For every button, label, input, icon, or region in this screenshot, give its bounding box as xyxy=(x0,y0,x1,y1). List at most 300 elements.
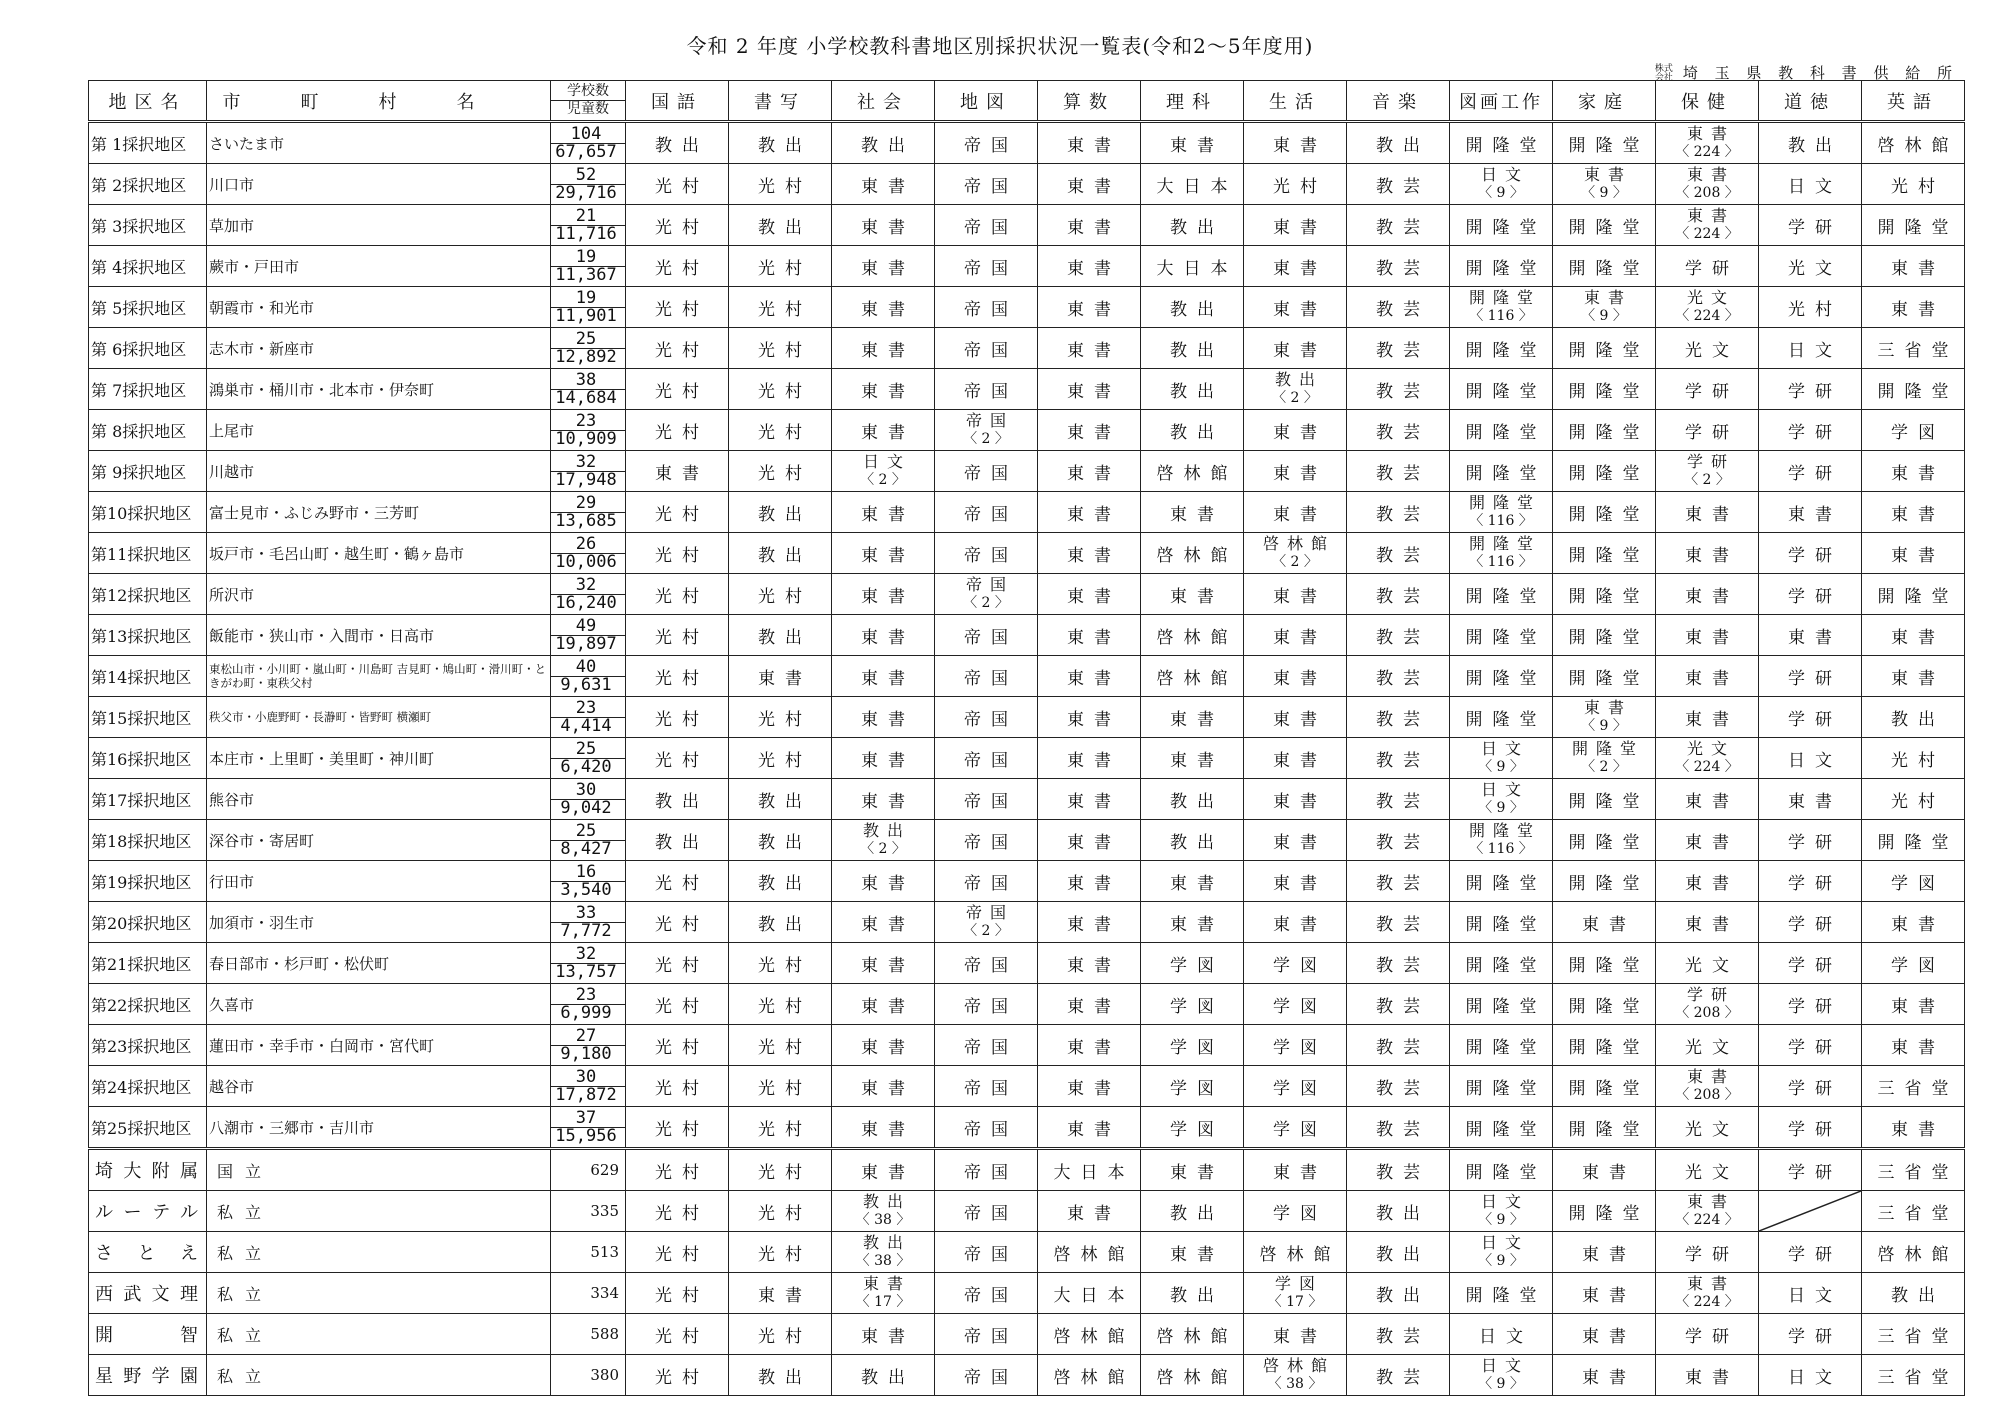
subject-cell xyxy=(1656,1232,1759,1273)
publisher-label: 教出 xyxy=(1376,1203,1430,1224)
header-subject: 書写 xyxy=(729,81,832,122)
publisher-label: 東書 xyxy=(1067,1119,1121,1140)
subject-cell xyxy=(832,738,935,779)
subject-cell xyxy=(1141,1025,1244,1066)
publisher-label: 教芸 xyxy=(1376,627,1430,648)
school-count: 25 xyxy=(551,741,625,759)
school-student-count xyxy=(551,943,626,984)
subject-cell xyxy=(1553,1025,1656,1066)
subject-cell xyxy=(1759,1066,1862,1107)
school-student-count xyxy=(551,984,626,1025)
school-name: ルーテル xyxy=(89,1191,207,1232)
subject-cell xyxy=(1553,615,1656,656)
publisher-label: 帝国 xyxy=(964,1162,1018,1183)
school-student-count xyxy=(551,369,626,410)
subject-cell xyxy=(1244,328,1347,369)
grade-count-note: 〈 2 〉 xyxy=(1272,390,1318,406)
subject-cell xyxy=(1862,1066,1965,1107)
subject-cell xyxy=(1862,533,1965,574)
subject-cell xyxy=(1141,902,1244,943)
subject-cell xyxy=(626,1314,729,1355)
publisher-label: 帝国 xyxy=(964,668,1018,689)
table-row xyxy=(89,902,1965,943)
publisher-label: 啓林館 xyxy=(1156,668,1238,689)
diagonal-slash-icon xyxy=(1759,1191,1861,1231)
publisher-label: 東書 xyxy=(1583,698,1632,717)
subject-cell xyxy=(626,451,729,492)
school-student-count xyxy=(551,574,626,615)
district-name: 第 6採択地区 xyxy=(89,328,207,369)
subject-cell xyxy=(1347,738,1450,779)
subject-cell xyxy=(1450,574,1553,615)
publisher-label: 東書 xyxy=(1170,709,1224,730)
district-name: 第13採択地区 xyxy=(89,615,207,656)
publisher-label: 東書 xyxy=(1788,627,1842,648)
subject-cell xyxy=(626,861,729,902)
subject-cell xyxy=(1038,902,1141,943)
student-count: 6,999 xyxy=(560,1002,612,1023)
school-count: 49 xyxy=(551,618,625,636)
subject-cell xyxy=(935,779,1038,820)
publisher-label: 東書 xyxy=(861,217,915,238)
publisher-label: 光村 xyxy=(655,1244,709,1265)
publisher-label: 開隆堂 xyxy=(1465,1119,1547,1140)
table-row xyxy=(89,738,1965,779)
publisher-label: 東書 xyxy=(1891,668,1945,689)
publisher-label: 東書 xyxy=(1273,914,1327,935)
publisher-label: 東書 xyxy=(1170,1244,1224,1265)
subject-cell xyxy=(626,287,729,328)
school-count: 30 xyxy=(551,1069,625,1087)
subject-cell xyxy=(1244,943,1347,984)
table-row xyxy=(89,1025,1965,1066)
publisher-label: 啓林館 xyxy=(1156,1326,1238,1347)
table-row xyxy=(89,287,1965,328)
subject-cell xyxy=(729,656,832,697)
subject-cell xyxy=(1244,287,1347,328)
subject-cell xyxy=(1347,369,1450,410)
publisher-label: 東書 xyxy=(1067,463,1121,484)
subject-cell xyxy=(1759,246,1862,287)
school-count: 30 xyxy=(551,782,625,800)
publisher-label: 学図 xyxy=(1273,1203,1327,1224)
subject-cell xyxy=(1347,492,1450,533)
subject-cell xyxy=(1759,287,1862,328)
publisher-label: 東書 xyxy=(861,381,915,402)
subject-cell xyxy=(1656,328,1759,369)
publisher-label: 東書 xyxy=(1686,1274,1735,1293)
publisher-label: 東書 xyxy=(1685,914,1739,935)
subject-cell xyxy=(729,1149,832,1191)
publisher-label: 東書 xyxy=(1891,914,1945,935)
publisher-label: 東書 xyxy=(1273,709,1327,730)
table-row xyxy=(89,697,1965,738)
publisher-label: 光文 xyxy=(1685,1037,1739,1058)
publisher-label: 啓林館 xyxy=(1262,534,1335,553)
subject-cell xyxy=(1141,861,1244,902)
publisher-label: 東書 xyxy=(1067,176,1121,197)
publisher-label: 光村 xyxy=(655,258,709,279)
subject-cell xyxy=(935,738,1038,779)
subject-cell xyxy=(1038,1107,1141,1149)
grade-count-note: 〈 116 〉 xyxy=(1469,308,1533,324)
publisher-label: 教出 xyxy=(1376,135,1430,156)
subject-cell xyxy=(1038,1232,1141,1273)
subject-cell xyxy=(1553,984,1656,1025)
subject-cell xyxy=(1759,1355,1862,1396)
municipality-name: 熊谷市 xyxy=(207,779,551,820)
publisher-label: 東書 xyxy=(1685,1367,1739,1388)
subject-cell xyxy=(626,820,729,861)
subject-cell xyxy=(1141,246,1244,287)
subject-cell xyxy=(1862,656,1965,697)
student-count: 11,716 xyxy=(555,223,617,244)
grade-count-note: 〈 2 〉 xyxy=(860,841,906,857)
publisher-label: 帝国 xyxy=(964,545,1018,566)
publisher-label: 教出 xyxy=(1170,1285,1224,1306)
publisher-label: 光村 xyxy=(655,299,709,320)
subject-cell xyxy=(1656,533,1759,574)
subject-cell xyxy=(1141,328,1244,369)
subject-cell xyxy=(1862,574,1965,615)
subject-cell xyxy=(1141,1232,1244,1273)
subject-cell xyxy=(1656,164,1759,205)
publisher-label: 教出 xyxy=(1170,340,1224,361)
publisher-label: 教芸 xyxy=(1376,1326,1430,1347)
publisher-label: 東書 xyxy=(1582,1326,1636,1347)
subject-cell xyxy=(1450,246,1553,287)
subject-cell xyxy=(1553,205,1656,246)
district-name: 第10採択地区 xyxy=(89,492,207,533)
school-student-count xyxy=(551,615,626,656)
header-subject: 生活 xyxy=(1244,81,1347,122)
subject-cell xyxy=(729,984,832,1025)
subject-cell xyxy=(1450,943,1553,984)
subject-cell xyxy=(729,410,832,451)
publisher-label: 光村 xyxy=(758,1162,812,1183)
publisher-label: 学図 xyxy=(1891,873,1945,894)
subject-cell xyxy=(1553,943,1656,984)
publisher-label: 光村 xyxy=(758,586,812,607)
subject-cell xyxy=(1553,451,1656,492)
subject-cell xyxy=(1656,451,1759,492)
publisher-label: 東書 xyxy=(1273,586,1327,607)
school-count: 40 xyxy=(551,659,625,677)
subject-cell xyxy=(1759,410,1862,451)
district-name: 第 2採択地区 xyxy=(89,164,207,205)
subject-cell xyxy=(1141,451,1244,492)
district-name: 第12採択地区 xyxy=(89,574,207,615)
school-student-count xyxy=(551,122,626,164)
publisher-label: 教芸 xyxy=(1376,299,1430,320)
subject-cell xyxy=(935,861,1038,902)
student-count: 67,657 xyxy=(555,141,617,162)
publisher-label: 開隆堂 xyxy=(1468,534,1541,553)
school-count: 25 xyxy=(551,331,625,349)
subject-cell xyxy=(832,164,935,205)
municipality-name: 本庄市・上里町・美里町・神川町 xyxy=(207,738,551,779)
header-district: 地区名 xyxy=(89,81,207,122)
publisher-label: 開隆堂 xyxy=(1465,217,1547,238)
publisher-label: 光村 xyxy=(655,1078,709,1099)
publisher-label: 日文 xyxy=(1788,340,1842,361)
district-name: 第 9採択地区 xyxy=(89,451,207,492)
publisher-label: 教芸 xyxy=(1376,1037,1430,1058)
subject-cell xyxy=(1759,1107,1862,1149)
school-student-count xyxy=(551,697,626,738)
publisher-label: 学研 xyxy=(1788,1162,1842,1183)
publisher-label: 開隆堂 xyxy=(1568,135,1650,156)
publisher-label: 開隆堂 xyxy=(1568,586,1650,607)
subject-cell xyxy=(1553,902,1656,943)
table-row xyxy=(89,164,1965,205)
publisher-label: 教出 xyxy=(758,873,812,894)
municipality-name: 上尾市 xyxy=(207,410,551,451)
publisher-label: 東書 xyxy=(861,955,915,976)
publisher-label: 東書 xyxy=(1273,299,1327,320)
subject-cell xyxy=(1656,122,1759,164)
publisher-label: 啓林館 xyxy=(1053,1367,1135,1388)
subject-cell xyxy=(935,1149,1038,1191)
municipality-name: 富士見市・ふじみ野市・三芳町 xyxy=(207,492,551,533)
subject-cell xyxy=(1038,1191,1141,1232)
student-count: 6,420 xyxy=(560,756,612,777)
publisher-label: 東書 xyxy=(862,1274,911,1293)
publisher-label: 東書 xyxy=(1685,873,1739,894)
publisher-label: 光村 xyxy=(655,1367,709,1388)
table-row xyxy=(89,205,1965,246)
municipality-name: 川口市 xyxy=(207,164,551,205)
publisher-label: 啓林館 xyxy=(1262,1356,1335,1375)
publisher-label: 三省堂 xyxy=(1877,1367,1959,1388)
subject-cell xyxy=(832,205,935,246)
publisher-label: 開隆堂 xyxy=(1877,381,1959,402)
subject-cell xyxy=(1553,697,1656,738)
subject-cell xyxy=(1862,902,1965,943)
publisher-label: 帝国 xyxy=(965,411,1014,430)
subject-cell xyxy=(1244,1025,1347,1066)
publisher-label: 教出 xyxy=(758,832,812,853)
publisher-label: 光村 xyxy=(758,709,812,730)
publisher-label: 開隆堂 xyxy=(1568,504,1650,525)
subject-cell xyxy=(935,328,1038,369)
publisher-label: 大日本 xyxy=(1156,176,1238,197)
subject-cell xyxy=(832,246,935,287)
subject-cell xyxy=(935,697,1038,738)
publisher-label: 帝国 xyxy=(965,575,1014,594)
publisher-label: 東書 xyxy=(1583,165,1632,184)
publisher-label: 光村 xyxy=(655,217,709,238)
subject-cell xyxy=(935,122,1038,164)
publisher-label: 教芸 xyxy=(1376,176,1430,197)
publisher-label: 東書 xyxy=(1891,299,1945,320)
not-applicable-cell xyxy=(1759,1191,1862,1232)
subject-cell xyxy=(1347,1066,1450,1107)
subject-cell xyxy=(1862,738,1965,779)
subject-cell xyxy=(729,369,832,410)
subject-cell xyxy=(1759,943,1862,984)
school-student-count xyxy=(551,902,626,943)
subject-cell xyxy=(1038,861,1141,902)
student-count: 8,427 xyxy=(560,838,612,859)
subject-cell xyxy=(626,738,729,779)
publisher-label: 教芸 xyxy=(1376,1119,1430,1140)
publisher-label: 東書 xyxy=(1273,504,1327,525)
publisher-label: 東書 xyxy=(1067,586,1121,607)
publisher-label: 光村 xyxy=(758,750,812,771)
publisher-label: 東書 xyxy=(1067,832,1121,853)
subject-cell xyxy=(1244,1107,1347,1149)
subject-cell xyxy=(1141,122,1244,164)
publisher-prefix: 株式会社 xyxy=(1654,64,1673,83)
subject-cell xyxy=(832,615,935,656)
subject-cell xyxy=(1450,410,1553,451)
subject-cell xyxy=(626,902,729,943)
publisher-label: 学研 xyxy=(1788,545,1842,566)
publisher-label: 開隆堂 xyxy=(1465,1078,1547,1099)
publisher-label: 東書 xyxy=(1067,504,1121,525)
subject-cell xyxy=(1244,697,1347,738)
subject-cell xyxy=(1450,1066,1553,1107)
publisher-label: 光村 xyxy=(758,176,812,197)
publisher-label: 東書 xyxy=(1685,586,1739,607)
student-count: 13,685 xyxy=(555,510,617,531)
student-count: 11,367 xyxy=(555,264,617,285)
municipality-name: 朝霞市・和光市 xyxy=(207,287,551,328)
table-row xyxy=(89,1232,1965,1273)
subject-cell xyxy=(1038,820,1141,861)
subject-cell xyxy=(832,492,935,533)
municipality-name: 加須市・羽生市 xyxy=(207,902,551,943)
publisher-label: 帝国 xyxy=(964,955,1018,976)
publisher-label: 帝国 xyxy=(964,1244,1018,1265)
publisher-label: 東書 xyxy=(1686,124,1735,143)
subject-cell xyxy=(1862,1191,1965,1232)
subject-cell xyxy=(1141,1066,1244,1107)
publisher-label: 東書 xyxy=(1273,422,1327,443)
district-name: 第14採択地区 xyxy=(89,656,207,697)
subject-cell xyxy=(1244,574,1347,615)
header-subject: 道徳 xyxy=(1759,81,1862,122)
subject-cell xyxy=(1759,1149,1862,1191)
school-student-count xyxy=(551,164,626,205)
table-row xyxy=(89,861,1965,902)
subject-cell xyxy=(832,861,935,902)
publisher-label: 教出 xyxy=(655,791,709,812)
publisher-label: 東書 xyxy=(1788,791,1842,812)
publisher-label: 東書 xyxy=(861,1326,915,1347)
subject-cell xyxy=(1553,574,1656,615)
student-count: 334 xyxy=(551,1273,626,1314)
subject-cell xyxy=(1759,738,1862,779)
publisher-label: 東書 xyxy=(861,873,915,894)
publisher-label: 東書 xyxy=(1685,668,1739,689)
district-name: 第 4採択地区 xyxy=(89,246,207,287)
publisher-label: 日文 xyxy=(1480,1233,1529,1252)
publisher-label: 東書 xyxy=(1170,750,1224,771)
publisher-label: 学研 xyxy=(1788,914,1842,935)
document-title: 令和 2 年度 小学校教科書地区別採択状況一覧表(令和2～5年度用) xyxy=(686,34,1314,58)
subject-cell xyxy=(1141,984,1244,1025)
district-name: 第18採択地区 xyxy=(89,820,207,861)
subject-cell xyxy=(1141,820,1244,861)
publisher-label: 教出 xyxy=(1891,1285,1945,1306)
subject-cell xyxy=(1862,1149,1965,1191)
publisher-label: 学図 xyxy=(1891,955,1945,976)
subject-cell xyxy=(1553,656,1656,697)
publisher-label: 教芸 xyxy=(1376,791,1430,812)
publisher-label: 東書 xyxy=(758,668,812,689)
grade-count-note: 〈 38 〉 xyxy=(855,1253,911,1269)
subject-cell xyxy=(729,738,832,779)
subject-cell xyxy=(832,369,935,410)
publisher-label: 東書 xyxy=(1686,165,1735,184)
school-count: 19 xyxy=(551,290,625,308)
publisher-label: 学研 xyxy=(1685,1326,1739,1347)
school-student-count xyxy=(551,287,626,328)
publisher-label: 東書 xyxy=(1273,258,1327,279)
publisher-label: 東書 xyxy=(1582,1285,1636,1306)
grade-count-note: 〈 17 〉 xyxy=(1267,1294,1323,1310)
subject-cell xyxy=(1553,410,1656,451)
subject-cell xyxy=(729,1273,832,1314)
publisher-label: 東書 xyxy=(1273,1162,1327,1183)
subject-cell xyxy=(729,533,832,574)
subject-cell xyxy=(729,1232,832,1273)
publisher-label: 光村 xyxy=(655,955,709,976)
publisher-label: 教出 xyxy=(862,1233,911,1252)
subject-cell xyxy=(1553,369,1656,410)
publisher-label: 帝国 xyxy=(964,709,1018,730)
subject-cell xyxy=(1347,1355,1450,1396)
publisher-label: 光文 xyxy=(1685,955,1739,976)
publisher-label: 東書 xyxy=(1170,504,1224,525)
subject-cell xyxy=(1141,287,1244,328)
publisher-label: 東書 xyxy=(1685,832,1739,853)
publisher-label: 学研 xyxy=(1788,668,1842,689)
publisher-label: 教芸 xyxy=(1376,258,1430,279)
publisher-label: 東書 xyxy=(1583,288,1632,307)
publisher-label: 東書 xyxy=(1067,1078,1121,1099)
publisher-label: 三省堂 xyxy=(1877,1162,1959,1183)
subject-cell xyxy=(1656,820,1759,861)
publisher-label: 開隆堂 xyxy=(1465,381,1547,402)
subject-cell xyxy=(1450,820,1553,861)
subject-cell xyxy=(935,451,1038,492)
subject-cell xyxy=(832,1355,935,1396)
publisher-label: 東書 xyxy=(1891,1119,1945,1140)
school-student-count xyxy=(551,492,626,533)
subject-cell xyxy=(729,122,832,164)
publisher-label: 教芸 xyxy=(1376,996,1430,1017)
publisher-label: 開隆堂 xyxy=(1568,1078,1650,1099)
school-count: 104 xyxy=(551,126,625,144)
subject-cell xyxy=(1450,1107,1553,1149)
subject-cell xyxy=(832,1149,935,1191)
municipality-name: さいたま市 xyxy=(207,122,551,164)
student-count: 380 xyxy=(551,1355,626,1396)
school-count: 33 xyxy=(551,905,625,923)
student-count: 11,901 xyxy=(555,305,617,326)
subject-cell xyxy=(1244,615,1347,656)
subject-cell xyxy=(1862,451,1965,492)
publisher-label: 開隆堂 xyxy=(1468,493,1541,512)
subject-cell xyxy=(1038,574,1141,615)
school-student-count xyxy=(551,1025,626,1066)
publisher-label: 光文 xyxy=(1686,288,1735,307)
school-count: 32 xyxy=(551,946,625,964)
subject-cell xyxy=(832,1232,935,1273)
